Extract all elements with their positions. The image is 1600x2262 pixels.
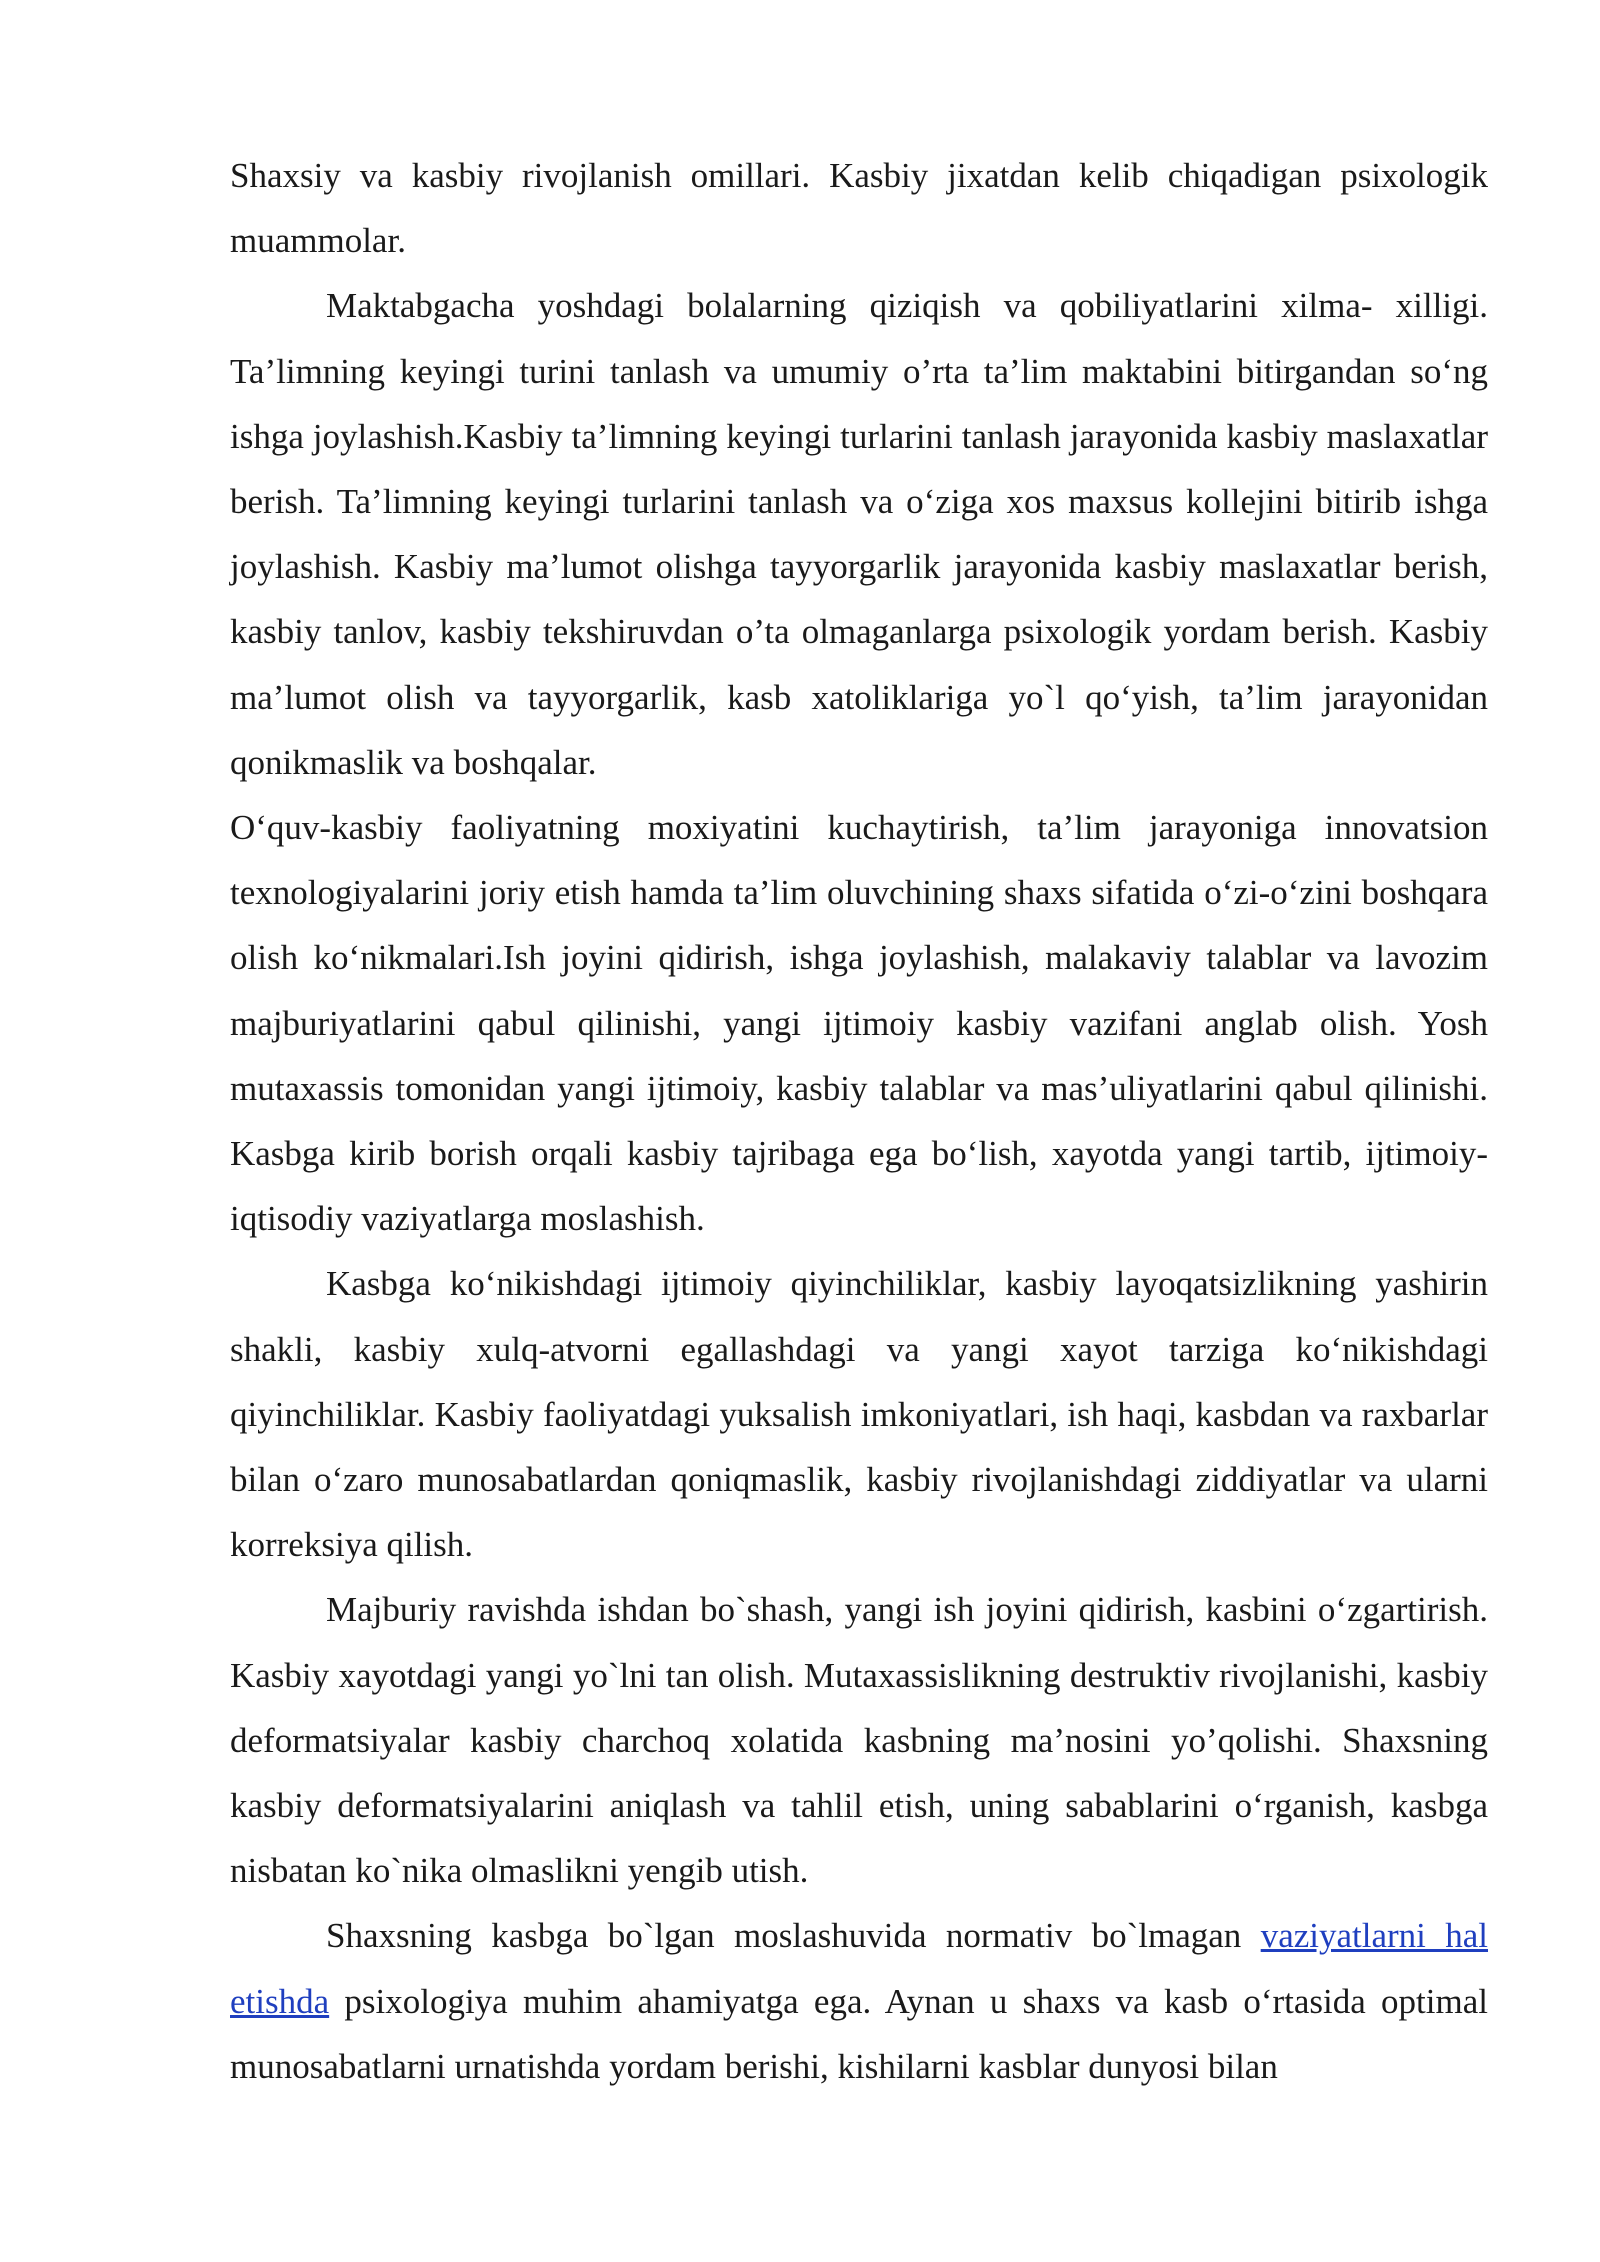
document-page: [230, 143, 1488, 2099]
paragraph-professional-activity: O‘quv-kasbiy faoliyatning moxiyatini kuchaytirish, ta’lim jarayoniga innovatsion texnologiyalarini joriy etish hamda ta’lim oluvchining shaxs sifatida o‘zi-o‘zini boshqara olish ko‘nikmalari.Ish joyini qidirish, ishga joylashish, malakaviy talablar va lavozim majburiyatlarini qabul qilinishi, yangi ijtimoiy kasbiy vazifani anglab olish. Yosh mutaxassis tomonidan yangi ijtimoiy, kasbiy talablar va mas’uliyatlarini qabul qilinishi. Kasbga kirib borish orqali kasbiy tajribaga ega bo‘lish, xayotda yangi tartib, ijtimoiy- iqtisodiy vaziyatlarga moslashish.: [230, 808, 1488, 1239]
paragraph-adaptation-difficulties: Kasbga ko‘nikishdagi ijtimoiy qiyinchiliklar, kasbiy layoqatsizlikning yashirin shakli, kasbiy xulq-atvorni egallashdagi va yangi xayot tarziga ko‘nikishdagi qiyinchiliklar. Kasbiy faoliyatdagi yuksalish imkoniyatlari, ish haqi, kasbdan va raxbarlar bilan o‘zaro munosabatlardan qoniqmaslik, kasbiy rivojlanishdagi ziddiyatlar va ularni korreksiya qilish.: [230, 1264, 1488, 1565]
paragraph-preschool-education: Maktabgacha yoshdagi bolalarning qiziqish va qobiliyatlarini xilma- xilligi. Ta’limning keyingi turini tanlash va umumiy o’rta ta’lim maktabini bitirgandan so‘ng ishga joylashish.Kasbiy ta’limning keyingi turlarini tanlash jarayonida kasbiy maslaxatlar berish. Ta’limning keyingi turlarini tanlash va o‘ziga xos maxsus kollejini bitirib ishga joylashish. Kasbiy ma’lumot olishga tayyorgarlik jarayonida kasbiy maslaxatlar berish, kasbiy tanlov, kasbiy tekshiruvdan o’ta olmaganlarga psixologik yordam berish. Kasbiy ma’lumot olish va tayyorgarlik, kasb xatoliklariga yo`l qo‘yish, ta’lim jarayonidan qonikmaslik va boshqalar.: [230, 286, 1488, 782]
paragraph-professional-deformation: Majburiy ravishda ishdan bo`shash, yangi ish joyini qidirish, kasbini o‘zgartirish. Kasbiy xayotdagi yangi yo`lni tan olish. Mutaxassislikning destruktiv rivojlanishi, kasbiy deformatsiyalar kasbiy charchoq xolatida kasbning ma’nosini yo’qolishi. Shaxsning kasbiy deformatsiyalarini aniqlash va tahlil etish, uning sabablarini o‘rganish, kasbga nisbatan ko`nika olmaslikni yengib utish.: [230, 1590, 1488, 1891]
paragraph-text-after-link: psixologiya muhim ahamiyatga ega. Aynan u shaxs va kasb o‘rtasida optimal munosabatlarni urnatishda yordam berishi, kishilarni kasblar dunyosi bilan: [230, 1981, 1488, 2086]
paragraph-text-before-link: Shaxsning kasbga bo`lgan moslashuvida normativ bo`lmagan: [326, 1916, 1261, 1956]
paragraph-psychology-importance: [230, 1903, 1488, 2099]
situations-link[interactable]: vaziyatlarni hal etishda: [230, 1916, 1489, 2021]
paragraph-heading-topic: Shaxsiy va kasbiy rivojlanish omillari. Kasbiy jixatdan kelib chiqadigan psixologik muammolar.: [230, 156, 1488, 261]
